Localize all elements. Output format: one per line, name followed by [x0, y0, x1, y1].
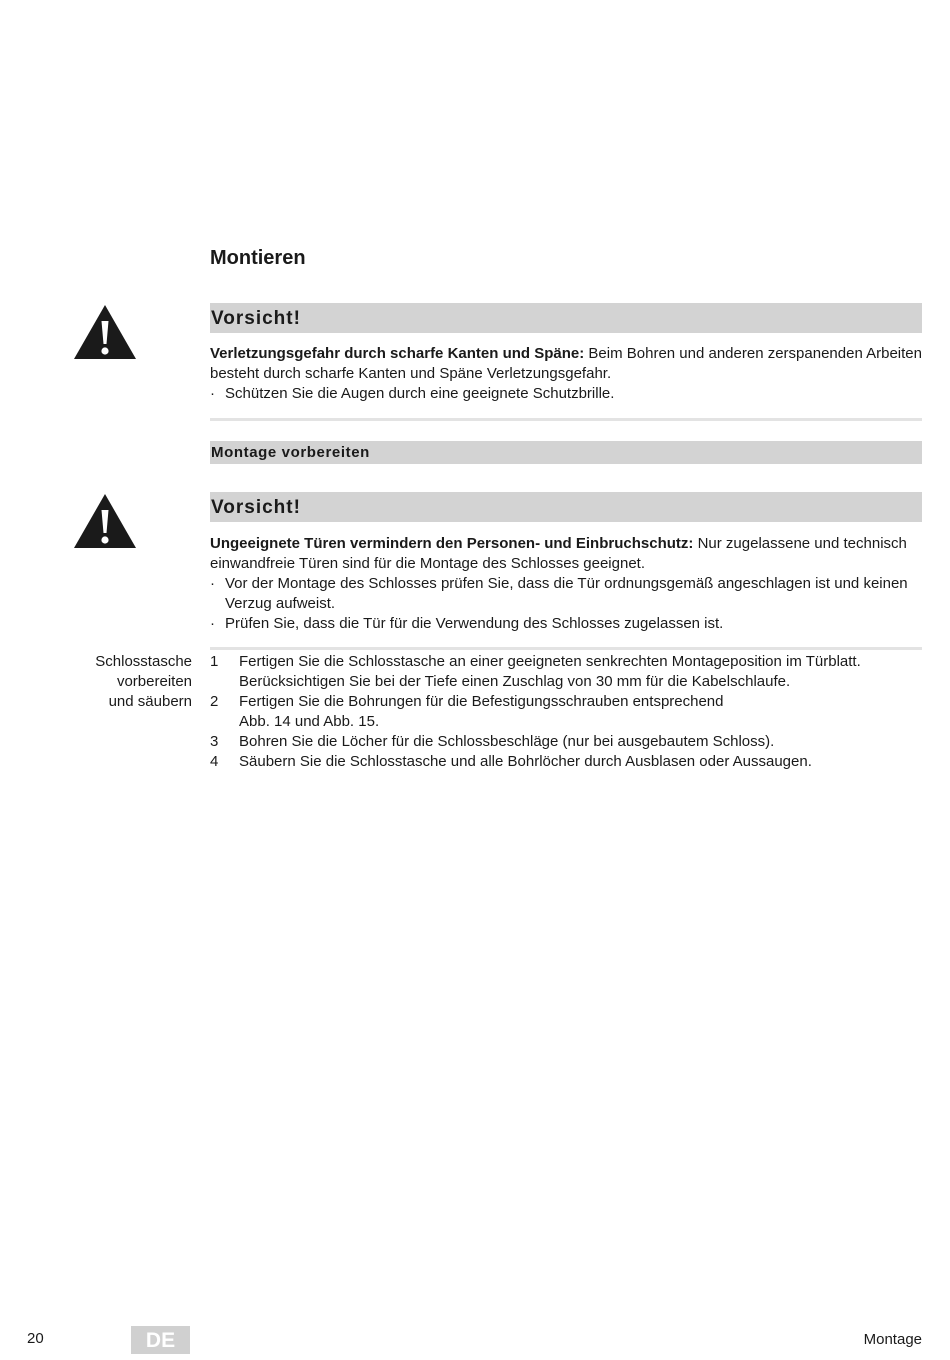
- step-list: [210, 652, 922, 772]
- warning-triangle-icon: [72, 492, 138, 550]
- side-label-line: vorbereiten: [116, 673, 192, 690]
- footer-section-name: Montage: [863, 1331, 922, 1348]
- warning-paragraph: [210, 534, 922, 574]
- bullet-marker: ·: [210, 615, 215, 632]
- step-number: 3: [210, 733, 219, 750]
- step-text: Säubern Sie die Schlosstasche und alle Bohrlöcher durch Ausblasen oder Aussaugen.: [239, 753, 812, 770]
- warning-lead: Ungeeignete Türen vermindern den Personen- und Einbruchschutz:: [210, 535, 694, 552]
- step-number: 1: [210, 653, 219, 670]
- warning-body: [210, 534, 922, 634]
- divider: [210, 418, 922, 421]
- section-title: Montieren: [210, 247, 306, 269]
- page-number: 20: [27, 1330, 44, 1347]
- side-label-line: und säubern: [108, 693, 192, 710]
- warning-lead: Verletzungsgefahr durch scharfe Kanten und Späne:: [210, 345, 585, 362]
- step-text: Fertigen Sie die Schlosstasche an einer geeigneten senkrechten Montageposition im Türblatt. Berücksichtigen Sie bei der Tiefe einen Zuschlag von 30 mm für die Kabelschlaufe.: [239, 653, 861, 690]
- warning-text: Nur zugelassene und technisch einwandfreie Türen sind für die Montage des Schlosses geeignet.: [210, 535, 907, 572]
- side-label: [60, 652, 192, 712]
- warning-paragraph: [210, 344, 922, 384]
- list-item: [210, 384, 922, 404]
- warning-body: [210, 344, 922, 404]
- step-text: Fertigen Sie die Bohrungen für die Befestigungsschrauben entsprechend Abb. 14 und Abb. 15.: [239, 693, 724, 730]
- bullet-marker: ·: [210, 385, 215, 402]
- step-item: [210, 652, 922, 692]
- step-number: 4: [210, 753, 219, 770]
- bullet-text: Prüfen Sie, dass die Tür für die Verwendung des Schlosses zugelassen ist.: [225, 615, 724, 632]
- list-item: [210, 614, 922, 634]
- step-item: [210, 732, 922, 752]
- language-badge: DE: [131, 1326, 190, 1354]
- step-number: 2: [210, 693, 219, 710]
- step-text: Bohren Sie die Löcher für die Schlossbeschläge (nur bei ausgebautem Schloss).: [239, 733, 775, 750]
- side-label-line: Schlosstasche: [95, 653, 192, 670]
- bullet-text: Schützen Sie die Augen durch eine geeignete Schutzbrille.: [225, 385, 615, 402]
- step-item: [210, 752, 922, 772]
- list-item: [210, 574, 922, 614]
- warning-heading: Vorsicht!: [210, 492, 922, 522]
- divider: [210, 647, 922, 650]
- warning-triangle-icon: [72, 303, 138, 361]
- warning-text: Beim Bohren und anderen zerspanenden Arbeiten besteht durch scharfe Kanten und Späne Verletzungsgefahr.: [210, 345, 922, 382]
- bullet-text: Vor der Montage des Schlosses prüfen Sie, dass die Tür ordnungsgemäß angeschlagen ist und keinen Verzug aufweist.: [225, 575, 908, 612]
- subsection-title: Montage vorbereiten: [210, 441, 922, 464]
- bullet-marker: ·: [210, 575, 215, 592]
- step-item: [210, 692, 922, 732]
- warning-heading: Vorsicht!: [210, 303, 922, 333]
